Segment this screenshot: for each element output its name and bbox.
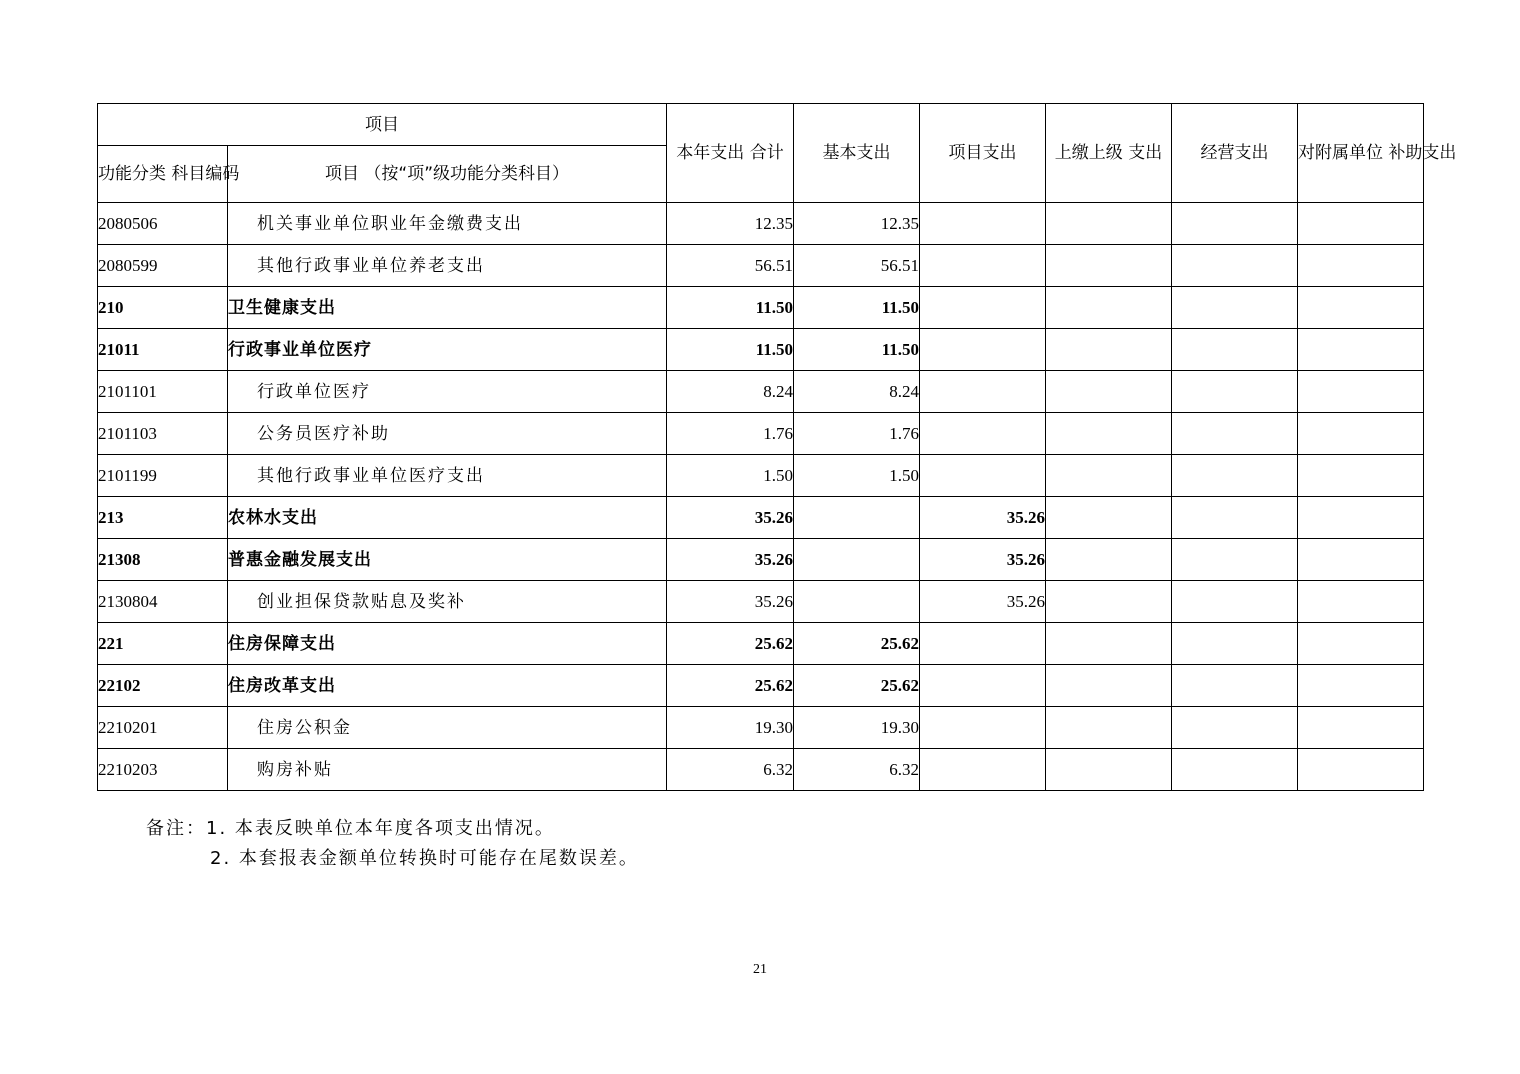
cell-name: 行政事业单位医疗 — [228, 329, 667, 371]
table-row — [98, 413, 1424, 455]
cell-total: 8.24 — [667, 371, 794, 413]
cell-business — [1172, 371, 1298, 413]
cell-project — [920, 455, 1046, 497]
cell-business — [1172, 581, 1298, 623]
cell-subsidy — [1298, 665, 1424, 707]
cell-upper — [1046, 287, 1172, 329]
cell-basic: 25.62 — [794, 623, 920, 665]
cell-subsidy — [1298, 371, 1424, 413]
cell-upper — [1046, 707, 1172, 749]
cell-total: 1.76 — [667, 413, 794, 455]
cell-business — [1172, 623, 1298, 665]
cell-name: 行政单位医疗 — [228, 371, 667, 413]
cell-total: 35.26 — [667, 581, 794, 623]
cell-total: 35.26 — [667, 497, 794, 539]
cell-upper — [1046, 497, 1172, 539]
cell-upper — [1046, 665, 1172, 707]
cell-basic — [794, 539, 920, 581]
cell-project — [920, 665, 1046, 707]
cell-upper — [1046, 413, 1172, 455]
cell-project — [920, 413, 1046, 455]
cell-subsidy — [1298, 749, 1424, 791]
cell-name: 普惠金融发展支出 — [228, 539, 667, 581]
page-number: 21 — [753, 962, 767, 977]
cell-total: 12.35 — [667, 203, 794, 245]
cell-total: 56.51 — [667, 245, 794, 287]
cell-basic: 25.62 — [794, 665, 920, 707]
cell-code: 210 — [98, 287, 228, 329]
expenditure-table — [97, 103, 1457, 791]
cell-basic: 6.32 — [794, 749, 920, 791]
cell-subsidy — [1298, 623, 1424, 665]
table-row — [98, 665, 1424, 707]
cell-business — [1172, 455, 1298, 497]
cell-name: 其他行政事业单位医疗支出 — [228, 455, 667, 497]
cell-business — [1172, 203, 1298, 245]
cell-business — [1172, 413, 1298, 455]
table-row — [98, 707, 1424, 749]
cell-total: 25.62 — [667, 623, 794, 665]
cell-basic: 19.30 — [794, 707, 920, 749]
cell-basic: 1.50 — [794, 455, 920, 497]
table-row — [98, 497, 1424, 539]
cell-subsidy — [1298, 329, 1424, 371]
table-row — [98, 371, 1424, 413]
cell-upper — [1046, 749, 1172, 791]
cell-project: 35.26 — [920, 581, 1046, 623]
cell-project — [920, 245, 1046, 287]
cell-basic: 11.50 — [794, 287, 920, 329]
cell-basic: 12.35 — [794, 203, 920, 245]
cell-project — [920, 749, 1046, 791]
table-header — [98, 104, 1457, 203]
cell-total: 19.30 — [667, 707, 794, 749]
cell-code: 2101103 — [98, 413, 228, 455]
cell-subsidy — [1298, 581, 1424, 623]
table-row — [98, 749, 1424, 791]
cell-business — [1172, 707, 1298, 749]
cell-code: 2101101 — [98, 371, 228, 413]
cell-name: 购房补贴 — [228, 749, 667, 791]
cell-code: 2210203 — [98, 749, 228, 791]
cell-project — [920, 287, 1046, 329]
cell-upper — [1046, 371, 1172, 413]
cell-code: 2210201 — [98, 707, 228, 749]
cell-basic: 1.76 — [794, 413, 920, 455]
header-item-group: 项目 — [98, 104, 667, 146]
table-row — [98, 581, 1424, 623]
table-row — [98, 287, 1424, 329]
header-total: 本年支出 合计 — [667, 104, 794, 203]
cell-upper — [1046, 203, 1172, 245]
cell-subsidy — [1298, 539, 1424, 581]
note-line-2: 2. 本套报表金额单位转换时可能存在尾数误差。 — [210, 848, 639, 869]
cell-business — [1172, 287, 1298, 329]
cell-business — [1172, 329, 1298, 371]
cell-code: 2080506 — [98, 203, 228, 245]
cell-name: 机关事业单位职业年金缴费支出 — [228, 203, 667, 245]
cell-business — [1172, 539, 1298, 581]
cell-project: 35.26 — [920, 497, 1046, 539]
cell-project — [920, 623, 1046, 665]
header-subsidy: 对附属单位 补助支出 — [1298, 104, 1424, 203]
header-project: 项目支出 — [920, 104, 1046, 203]
cell-total: 35.26 — [667, 539, 794, 581]
cell-name: 公务员医疗补助 — [228, 413, 667, 455]
cell-upper — [1046, 245, 1172, 287]
cell-project — [920, 371, 1046, 413]
cell-upper — [1046, 581, 1172, 623]
cell-code: 21011 — [98, 329, 228, 371]
cell-basic — [794, 497, 920, 539]
cell-subsidy — [1298, 287, 1424, 329]
cell-name: 农林水支出 — [228, 497, 667, 539]
cell-name: 其他行政事业单位养老支出 — [228, 245, 667, 287]
cell-upper — [1046, 329, 1172, 371]
cell-subsidy — [1298, 707, 1424, 749]
cell-name: 创业担保贷款贴息及奖补 — [228, 581, 667, 623]
note-line-1: 备注：1. 本表反映单位本年度各项支出情况。 — [146, 818, 555, 839]
cell-total: 11.50 — [667, 287, 794, 329]
cell-project — [920, 707, 1046, 749]
cell-name: 住房公积金 — [228, 707, 667, 749]
cell-total: 1.50 — [667, 455, 794, 497]
notes — [146, 814, 639, 874]
cell-business — [1172, 245, 1298, 287]
table-row — [98, 455, 1424, 497]
table-row — [98, 245, 1424, 287]
cell-subsidy — [1298, 413, 1424, 455]
header-upper: 上缴上级 支出 — [1046, 104, 1172, 203]
cell-code: 22102 — [98, 665, 228, 707]
cell-name: 卫生健康支出 — [228, 287, 667, 329]
cell-total: 25.62 — [667, 665, 794, 707]
cell-name: 住房保障支出 — [228, 623, 667, 665]
header-business: 经营支出 — [1172, 104, 1298, 203]
cell-project — [920, 203, 1046, 245]
cell-business — [1172, 749, 1298, 791]
table-body — [98, 203, 1424, 791]
cell-code: 221 — [98, 623, 228, 665]
header-basic: 基本支出 — [794, 104, 920, 203]
cell-name: 住房改革支出 — [228, 665, 667, 707]
cell-total: 6.32 — [667, 749, 794, 791]
cell-basic: 11.50 — [794, 329, 920, 371]
cell-subsidy — [1298, 497, 1424, 539]
cell-code: 2130804 — [98, 581, 228, 623]
cell-upper — [1046, 539, 1172, 581]
cell-business — [1172, 665, 1298, 707]
header-code: 功能分类 科目编码 — [98, 146, 228, 203]
cell-basic: 8.24 — [794, 371, 920, 413]
header-item: 项目 （按“项”级功能分类科目） — [228, 146, 667, 203]
table-row — [98, 623, 1424, 665]
cell-business — [1172, 497, 1298, 539]
cell-subsidy — [1298, 245, 1424, 287]
table-row — [98, 329, 1424, 371]
cell-subsidy — [1298, 455, 1424, 497]
cell-code: 2101199 — [98, 455, 228, 497]
cell-basic — [794, 581, 920, 623]
cell-code: 2080599 — [98, 245, 228, 287]
cell-upper — [1046, 455, 1172, 497]
cell-total: 11.50 — [667, 329, 794, 371]
table-row — [98, 539, 1424, 581]
cell-code: 21308 — [98, 539, 228, 581]
table-row — [98, 203, 1424, 245]
cell-code: 213 — [98, 497, 228, 539]
cell-project: 35.26 — [920, 539, 1046, 581]
cell-project — [920, 329, 1046, 371]
cell-subsidy — [1298, 203, 1424, 245]
cell-basic: 56.51 — [794, 245, 920, 287]
cell-upper — [1046, 623, 1172, 665]
